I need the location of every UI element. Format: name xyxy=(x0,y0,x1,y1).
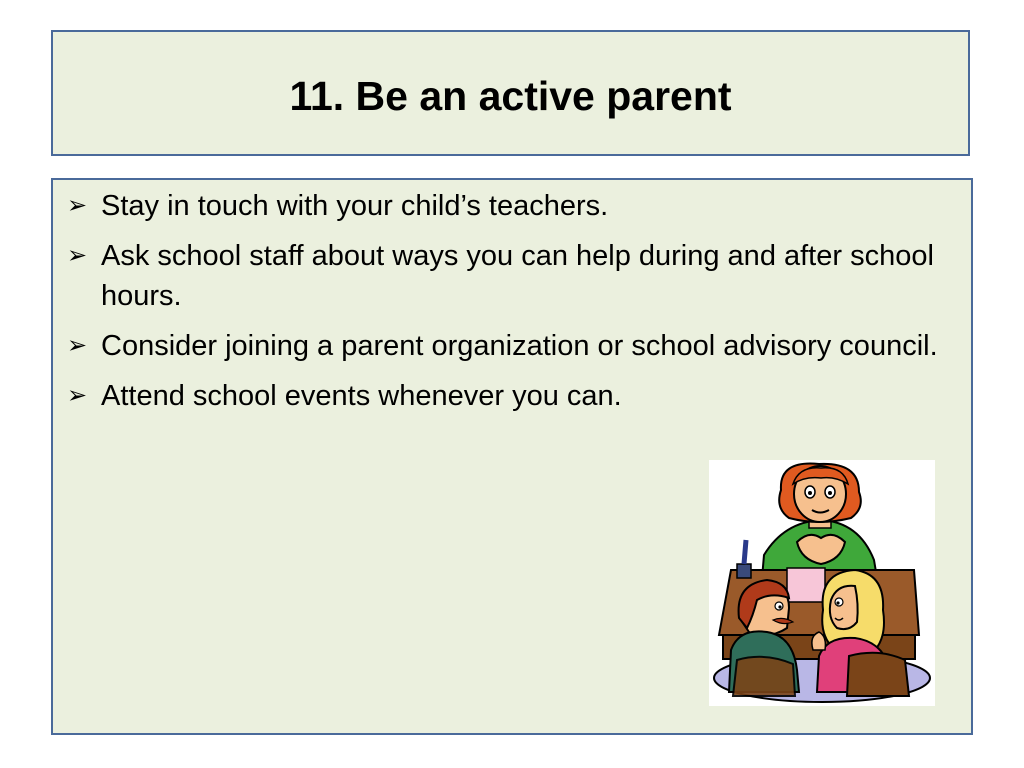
bullet-list xyxy=(67,186,967,426)
bullet-item xyxy=(67,236,967,316)
arrow-bullet-icon: ➢ xyxy=(67,332,88,359)
bullet-text: Consider joining a parent organization or school advisory council. xyxy=(101,330,938,362)
bullet-text: Attend school events whenever you can. xyxy=(101,380,622,412)
parent-teacher-meeting-clipart xyxy=(709,460,935,706)
arrow-bullet-icon: ➢ xyxy=(67,192,88,219)
slide-title: 11. Be an active parent xyxy=(289,72,732,119)
bullet-item xyxy=(67,186,967,226)
arrow-bullet-icon: ➢ xyxy=(67,242,88,269)
arrow-bullet-icon: ➢ xyxy=(67,382,88,409)
title-panel xyxy=(51,30,970,156)
bullet-text: Stay in touch with your child’s teachers. xyxy=(101,190,609,222)
bullet-item xyxy=(67,376,967,416)
bullet-text: Ask school staff about ways you can help during and after school hours. xyxy=(101,240,934,312)
bullet-item xyxy=(67,326,967,366)
content-panel xyxy=(51,178,973,735)
